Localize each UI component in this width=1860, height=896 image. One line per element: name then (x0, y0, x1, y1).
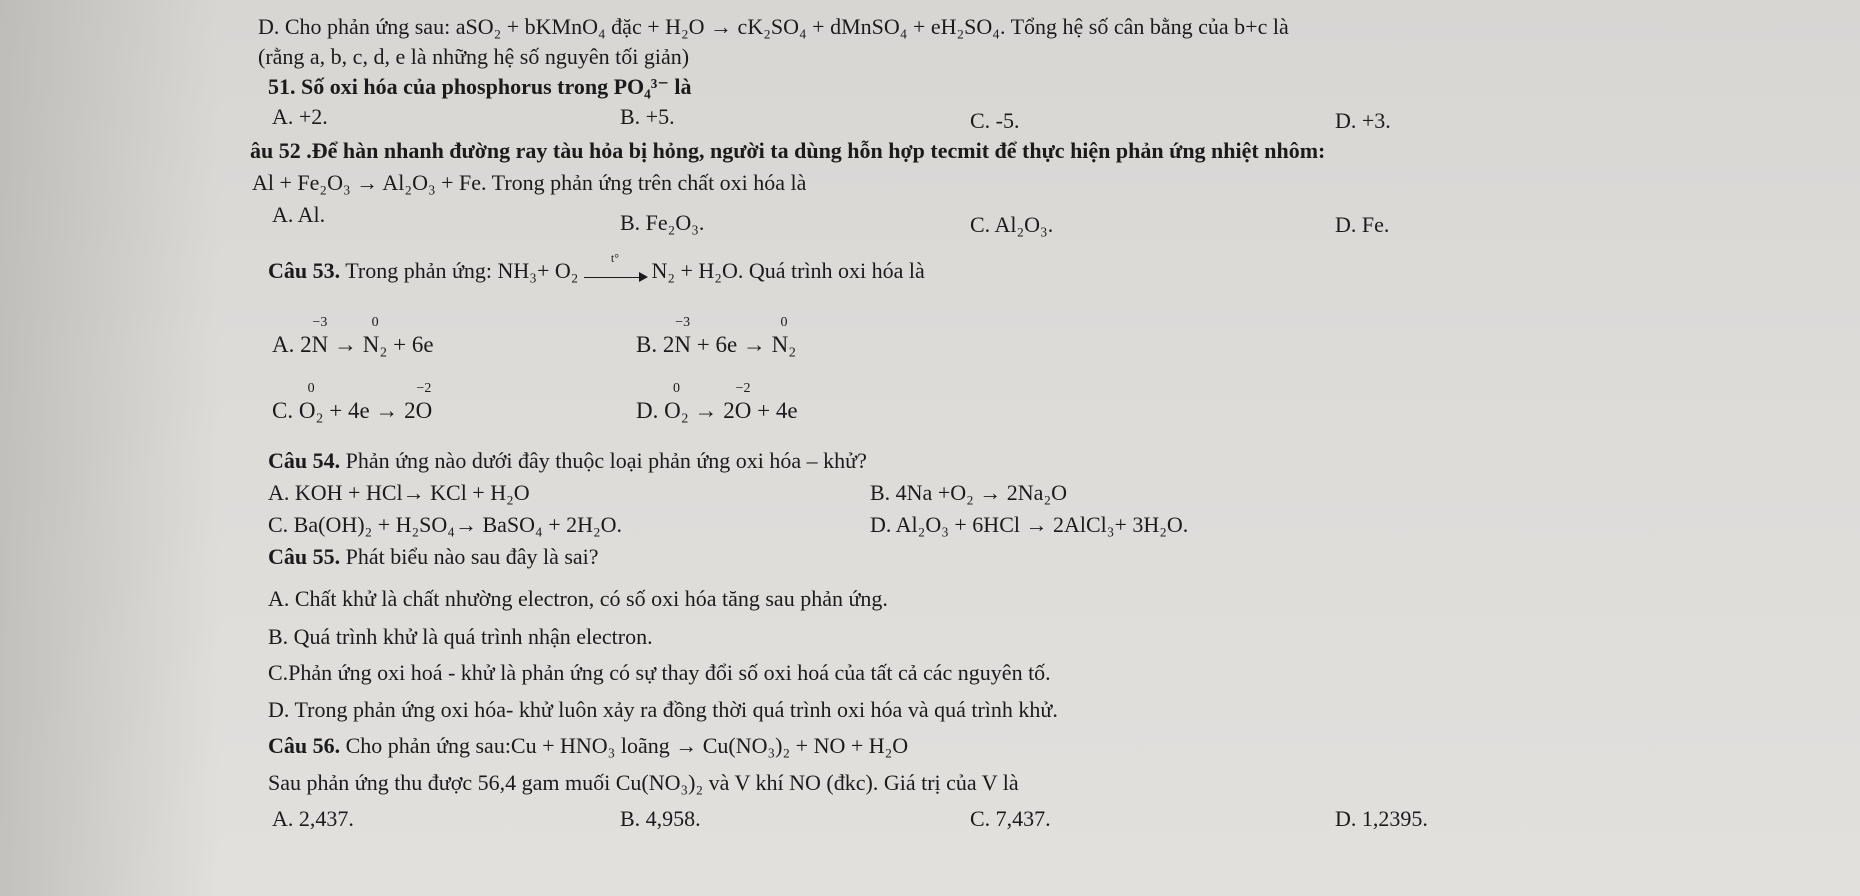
oxidation-number: 0 (307, 381, 315, 396)
q55-stem (268, 544, 599, 570)
q56-stem (268, 733, 908, 759)
q54-stem-text: Phản ứng nào dưới đây thuộc loại phản ứng oxi hóa – khử? (340, 448, 867, 473)
q53-option-c-el1: O₂ (298, 398, 324, 423)
q53-option-b-letter: B. (636, 332, 658, 357)
oxidation-number: −2 (735, 381, 751, 396)
q53-option-d-mid: → 2 (688, 398, 735, 423)
q54-stem (268, 448, 867, 474)
q53-option-b-mid: + 6e → (690, 332, 772, 357)
q53-option-c-letter: C. (272, 398, 294, 423)
q50-line2: (rằng a, b, c, d, e là những hệ số nguyên tối giản) (258, 44, 690, 69)
q53-option-b (636, 315, 797, 358)
q56-option-b: B. 4,958. (620, 806, 701, 831)
page-edge-shadow (0, 0, 220, 896)
q50-line1 (258, 14, 1289, 40)
q51-option-a: A. +2. (272, 104, 328, 129)
oxidation-number: 0 (780, 315, 788, 330)
q53-option-d-el1: O₂ (664, 398, 689, 423)
q50-equation: aSO₂ + bKMnO₄ đặc + H₂O → cK₂SO₄ + dMnSO₄ + eH₂SO₄ (455, 14, 1000, 39)
q56-line2: Sau phản ứng thu được 56,4 gam muối Cu(NO₃)₂ và V khí NO (đkc). Giá trị của V là (268, 770, 1019, 795)
q55-label: Câu 55. (268, 544, 341, 569)
oxidation-number: −2 (416, 381, 432, 396)
q54-option-c: C. Ba(OH)₂ + H₂SO₄→ BaSO₄ + 2H₂O. (268, 512, 623, 537)
q56-option-d: D. 1,2395. (1335, 806, 1428, 831)
q51-option-b: B. +5. (620, 104, 675, 129)
q55-option-c: C.Phản ứng oxi hoá - khử là phản ứng có sự thay đổi số oxi hoá của tất cả các nguyên tố. (268, 660, 1051, 685)
q53-option-d-letter: D. (636, 398, 659, 423)
heat-arrow-icon (584, 251, 646, 278)
q53-option-a-mid: → (328, 332, 363, 357)
q53-option-a (272, 315, 434, 358)
q56-label: Câu 56. (268, 733, 341, 758)
q52-option-c: C. Al₂O₃. (970, 212, 1054, 237)
q53-arrow-label: t° (610, 251, 619, 265)
q53-option-a-letter: A. (272, 332, 295, 357)
q52-option-d: D. Fe. (1335, 212, 1390, 237)
q51-option-d: D. +3. (1335, 108, 1391, 133)
q55-stem-text: Phát biểu nào sau đây là sai? (340, 544, 599, 569)
q55-option-a: A. Chất khử là chất nhường electron, có số oxi hóa tăng sau phản ứng. (268, 586, 888, 611)
q53-stem-b: N₂ + H₂O. Quá trình oxi hóa là (645, 258, 925, 283)
q53-option-b-coef: 2 (662, 332, 675, 357)
q55-option-d: D. Trong phản ứng oxi hóa- khử luôn xảy ra đồng thời quá trình oxi hóa và quá trình khử. (268, 697, 1058, 722)
q51-stem (268, 74, 692, 100)
q54-option-d: D. Al₂O₃ + 6HCl → 2AlCl₃+ 3H₂O. (870, 512, 1189, 537)
q53-option-b-el1: N (674, 332, 691, 357)
q50-prefix: D. Cho phản ứng sau: (258, 14, 456, 39)
q53-option-d-post: + 4e (751, 398, 798, 423)
oxidation-number: 0 (371, 315, 379, 330)
q52-stem: âu 52 .Để hàn nhanh đường ray tàu hỏa bị hỏng, người ta dùng hỗn hợp tecmit để thực hiện phản ứng nhiệt nhôm: (250, 138, 1326, 163)
q51-option-c: C. -5. (970, 108, 1020, 133)
q53-option-a-coef: 2 (300, 332, 312, 357)
oxidation-number: −3 (312, 315, 328, 330)
q53-stem (268, 251, 925, 284)
q54-option-a: A. KOH + HCl→ KCl + H₂O (268, 480, 530, 505)
q53-option-c (272, 381, 433, 424)
q54-option-b: B. 4Na +O₂ → 2Na₂O (870, 480, 1068, 505)
q56-option-c: C. 7,437. (970, 806, 1051, 831)
q56-stem-text: Cho phản ứng sau:Cu + HNO₃ loãng → Cu(NO₃)₂ + NO + H₂O (340, 733, 909, 758)
q53-option-a-el1: N (311, 332, 329, 357)
q56-option-a: A. 2,437. (272, 806, 354, 831)
q53-option-c-mid: + 4e → 2 (323, 398, 416, 423)
q51-stem-text: 51. Số oxi hóa của phosphorus trong PO₄³⁻ là (268, 74, 692, 99)
q52-option-a: A. Al. (272, 202, 326, 227)
q53-label: Câu 53. (268, 258, 341, 283)
q50-suffix: . Tổng hệ số cân bằng của b+c là (999, 14, 1289, 39)
q53-option-b-el2: N₂ (771, 332, 797, 357)
q52-option-b: B. Fe₂O₃. (620, 210, 705, 235)
q53-option-d (636, 381, 798, 424)
q52-equation: Al + Fe₂O₃ → Al₂O₃ + Fe. Trong phản ứng trên chất oxi hóa là (252, 170, 807, 195)
q53-option-a-el2: N₂ (362, 332, 388, 357)
q53-option-a-post: + 6e (387, 332, 434, 357)
q53-option-c-el2: O (415, 398, 433, 423)
q53-option-d-el2: O (734, 398, 752, 423)
oxidation-number: 0 (672, 381, 680, 396)
q54-label: Câu 54. (268, 448, 341, 473)
q53-stem-a: Trong phản ứng: NH₃+ O₂ (340, 258, 584, 283)
oxidation-number: −3 (675, 315, 691, 330)
q55-option-b: B. Quá trình khử là quá trình nhận electron. (268, 624, 653, 649)
